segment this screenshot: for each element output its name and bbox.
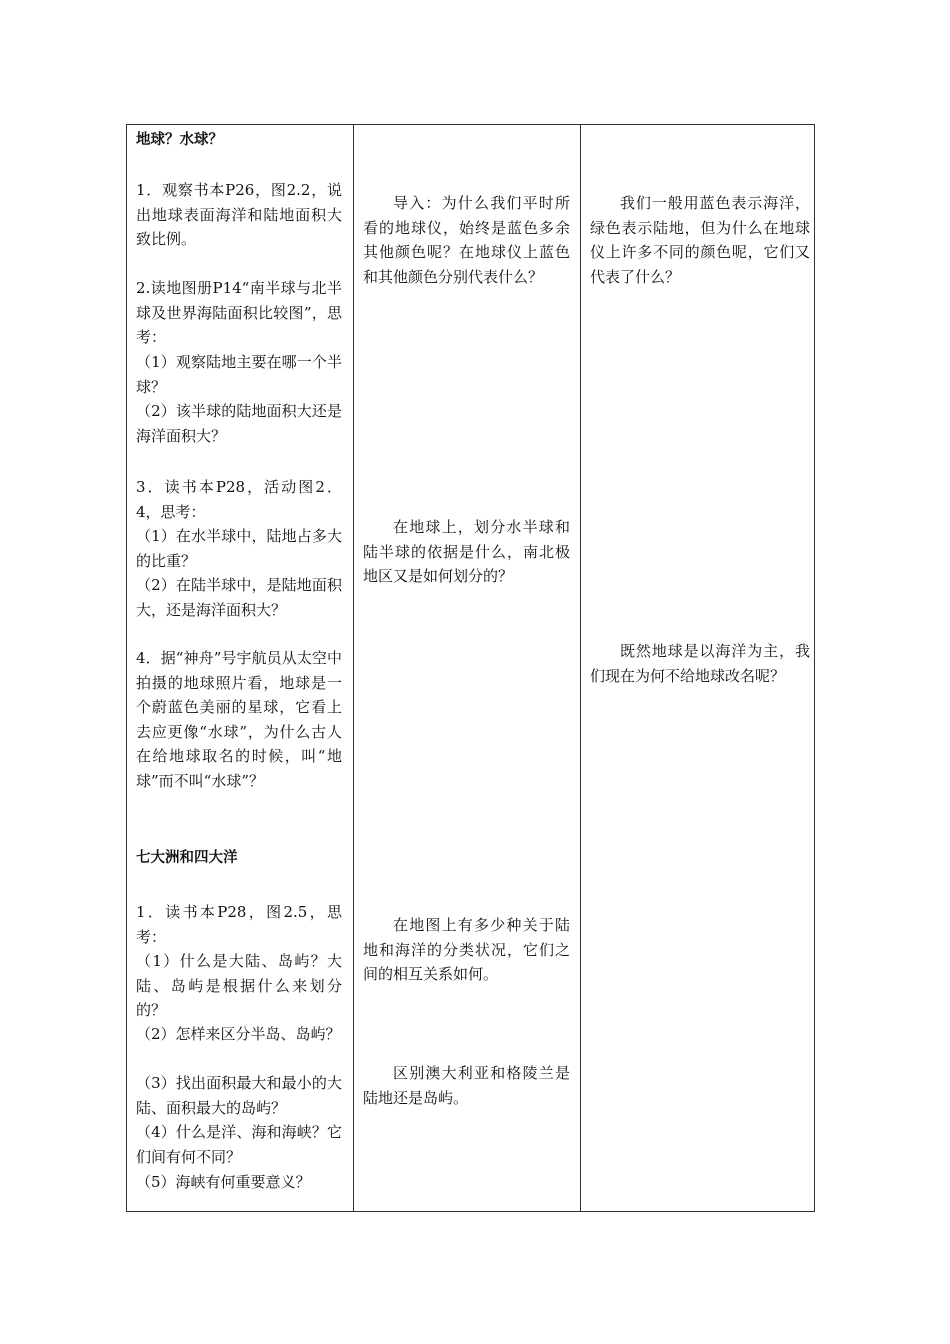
- guidance-intro: 导入：为什么我们平时所看的地球仪，始终是蓝色多余其他颜色呢？在地球仪上蓝色和其他颜色分别代表什么？: [363, 194, 570, 286]
- question-5: 1．读书本P28，图2.5，思考：: [136, 903, 342, 946]
- note-rename-earth: 既然地球是以海洋为主，我们现在为何不给地球改名呢？: [590, 642, 810, 685]
- question-3: 3．读书本P28，活动图2．4，思考：: [136, 478, 342, 521]
- guidance-land-sea-types: 在地图上有多少种关于陆地和海洋的分类状况，它们之间的相互关系如何。: [363, 916, 570, 983]
- question-2-part-2: （2）该半球的陆地面积大还是海洋面积大？: [136, 402, 342, 445]
- question-5-part-1: （1）什么是大陆、岛屿？大陆、岛屿是根据什么来划分的？: [136, 952, 342, 1019]
- student-activity-column: [127, 125, 353, 1211]
- question-5-part-5: （5）海峡有何重要意义？: [136, 1173, 311, 1191]
- guidance-hemispheres: 在地球上，划分水半球和陆半球的依据是什么，南北极地区又是如何划分的？: [363, 518, 570, 585]
- teacher-guidance-column: [354, 125, 580, 1211]
- guidance-australia-greenland: 区别澳大利亚和格陵兰是陆地还是岛屿。: [363, 1064, 570, 1107]
- question-3-part-1: （1）在水半球中，陆地占多大的比重？: [136, 527, 342, 570]
- question-3-part-2: （2）在陆半球中，是陆地面积大，还是海洋面积大？: [136, 576, 342, 619]
- question-2-part-1: （1）观察陆地主要在哪一个半球？: [136, 353, 342, 396]
- question-2: 2.读地图册P14“南半球与北半球及世界海陆面积比较图”，思考：: [136, 279, 342, 346]
- design-intent-column: [581, 125, 815, 1211]
- lesson-table: [126, 124, 815, 1212]
- question-1: 1．观察书本P26，图2.2，说出地球表面海洋和陆地面积大致比例。: [136, 181, 342, 248]
- section-heading-continents-oceans: 七大洲和四大洋: [136, 850, 238, 866]
- question-4: 4．据“神舟”号宇航员从太空中拍摄的地球照片看，地球是一个蔚蓝色美丽的星球，它看上去应更像“水球”，为什么古人在给地球取名的时候，叫“地球”而不叫“水球”？: [136, 649, 342, 790]
- question-5-part-2: （2）怎样来区分半岛、岛屿？: [136, 1025, 341, 1043]
- section-heading-earth-water: 地球？水球？: [136, 132, 223, 148]
- question-5-part-4: （4）什么是洋、海和海峡？它们间有何不同？: [136, 1123, 342, 1166]
- question-5-part-3: （3）找出面积最大和最小的大陆、面积最大的岛屿？: [136, 1074, 342, 1117]
- note-globe-colors: 我们一般用蓝色表示海洋，绿色表示陆地，但为什么在地球仪上许多不同的颜色呢，它们又代表了什么？: [590, 194, 810, 286]
